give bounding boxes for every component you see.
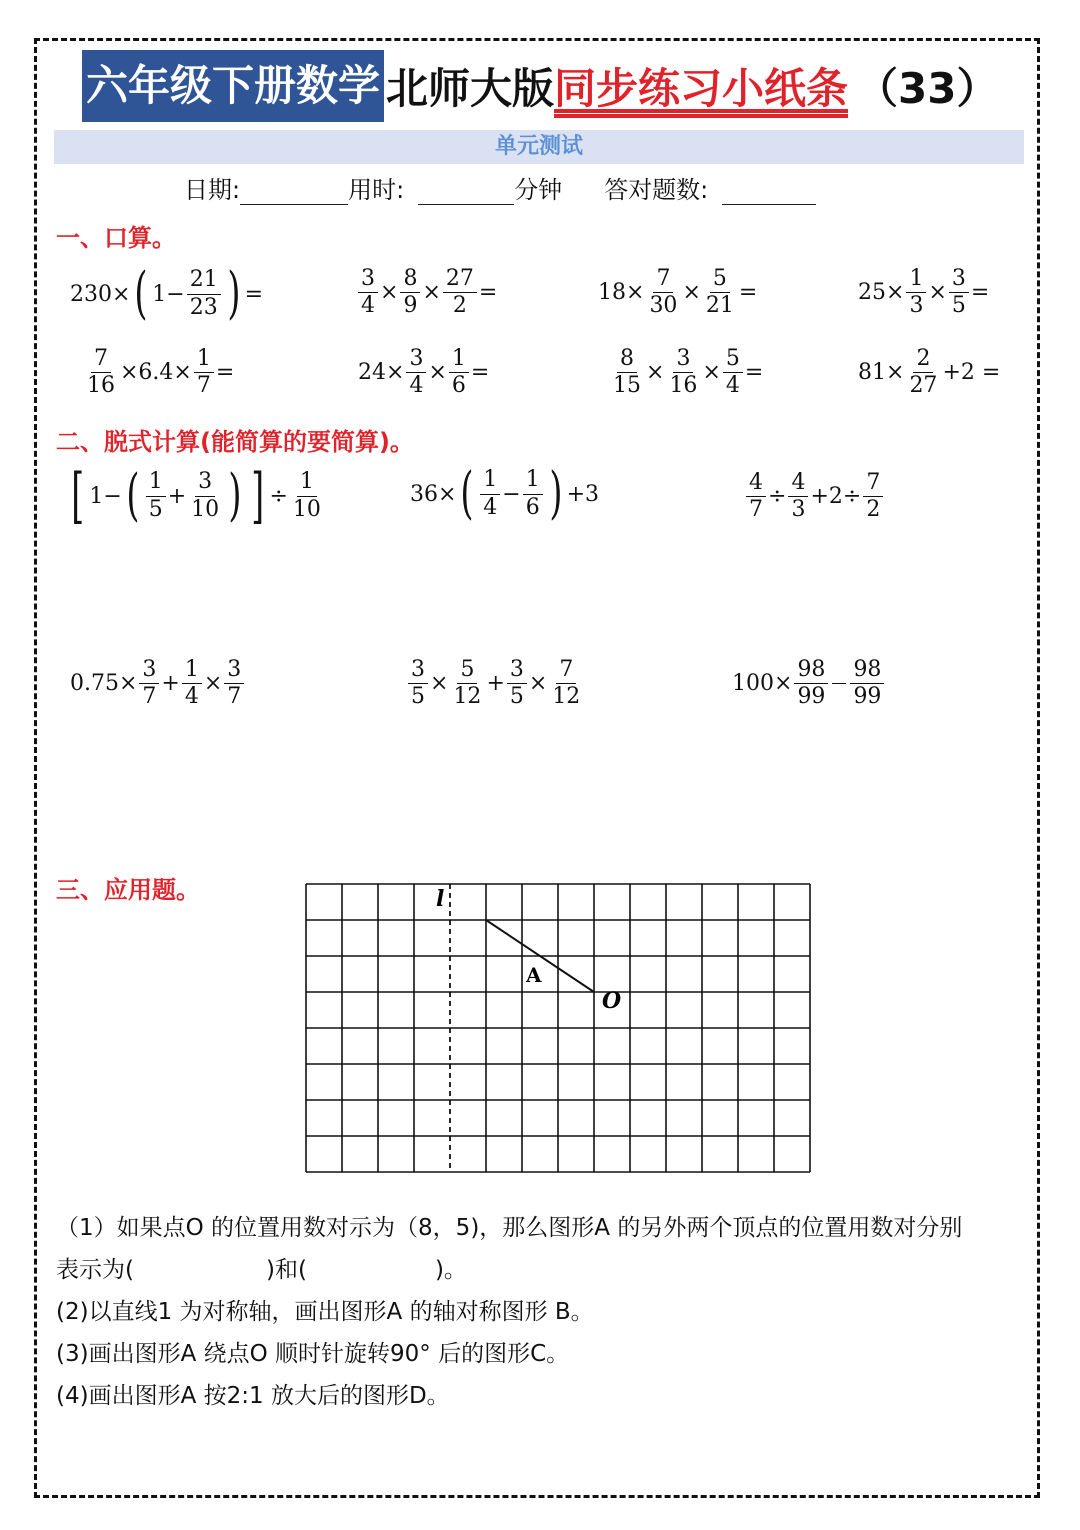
oral-expr-5 [82, 346, 234, 400]
fraction: $\frac{3}{4}$ [358, 266, 378, 320]
fraction: $\frac{3}{4}$ [406, 346, 426, 400]
correct-blank[interactable] [722, 174, 816, 205]
oral-expr-6: 24× $\frac{3}{4}$ × $\frac{1}{6}$ = [358, 346, 490, 399]
fraction: $\frac{3}{16}$ [669, 346, 698, 399]
fraction: $\frac{1}{3}$ [906, 266, 926, 320]
q1-answer-suffix: )。 [434, 1257, 467, 1283]
oral-expr-7: $\frac{8}{15}$ × $\frac{3}{16}$ × $\frac{5}{4}$ = [608, 346, 763, 400]
equals: = [744, 360, 764, 386]
equals: = [470, 360, 490, 386]
calc1-one: 1− [89, 483, 122, 509]
fraction: $\frac{1}{6}$ [523, 467, 543, 521]
fraction: $\frac{21}{23}$ [187, 267, 221, 321]
calc-expr-5: $\frac{3}{5}$ × $\frac{5}{12}$ + $\frac{3}{5}$ × $\frac{7}{12}$ [406, 657, 585, 711]
equals: = [970, 280, 990, 306]
title-series: 同步练习小纸条 [554, 64, 849, 113]
title-number: （33） [856, 64, 999, 113]
calc6-text: 100× [732, 671, 793, 697]
fraction: $\frac{7}{12}$ [552, 657, 581, 710]
fraction: $\frac{4}{3}$ [788, 470, 808, 524]
fraction: $\frac{1}{5}$ [146, 469, 166, 523]
oral-expr-4: 25× $\frac{1}{3}$ × $\frac{3}{5}$ = [858, 266, 990, 319]
oral-expr-2: $\frac{3}{4}$ × $\frac{8}{9}$ × $\frac{27}{2}$ = [356, 266, 497, 320]
fraction: $\frac{3}{5}$ [949, 266, 969, 320]
unit-test-banner: 单元测试 [54, 130, 1024, 164]
q1-answer-prefix: 表示为( [56, 1257, 134, 1283]
calc-expr-1: [ 1− ( $\frac{1}{5}$ + $\frac{3}{10}$ ) ] ÷ $\frac{1}{10}$ [66, 466, 326, 526]
bracket-left: [ [71, 461, 85, 531]
section-2-heading: 二、脱式计算(能简算的要简算)。 [56, 428, 414, 456]
fraction: $\frac{8}{9}$ [400, 266, 420, 320]
time-blank[interactable] [418, 174, 514, 205]
oral4-text: 25× [858, 280, 905, 306]
fraction: $\frac{3}{5}$ [408, 657, 428, 711]
paren-right: ) [228, 463, 242, 528]
fraction: $\frac{5}{4}$ [723, 346, 743, 400]
point-o-label: O [602, 988, 622, 1014]
paren-left: ( [126, 463, 140, 528]
fraction: $\frac{4}{7}$ [746, 470, 766, 524]
equals: = [244, 281, 264, 307]
paren-left: ( [134, 261, 148, 326]
calc-expr-6 [732, 657, 886, 711]
calc-expr-2: 36× ( $\frac{1}{4}$ − $\frac{1}{6}$ ) +3 [410, 461, 600, 526]
fraction: $\frac{3}{7}$ [139, 657, 159, 711]
oral6-text: 24× [358, 360, 405, 386]
paren-right: ) [227, 261, 241, 326]
oral8-text: 81× [858, 360, 905, 386]
title-grade: 六年级下册数学 [82, 50, 384, 122]
calc3-mid: +2÷ [810, 484, 862, 510]
shape-a-label: A [526, 963, 542, 987]
question-3: (3)画出图形A 绕点O 顺时针旋转90° 后的图形C。 [56, 1341, 570, 1367]
question-1-line2 [56, 1256, 467, 1286]
fraction: $\frac{1}{6}$ [449, 346, 469, 400]
oral-expr-1 [70, 261, 264, 326]
equals: = [478, 280, 498, 306]
oral1-one: 1− [152, 281, 185, 307]
grid-figure [300, 878, 816, 1176]
paren-right: ) [549, 461, 563, 526]
calc-expr-4: 0.75× $\frac{3}{7}$ + $\frac{1}{4}$ × $\frac{3}{7}$ [70, 657, 246, 711]
calc4-text: 0.75× [70, 671, 138, 697]
fraction: $\frac{3}{5}$ [507, 657, 527, 711]
time-label: 用时: [348, 176, 405, 204]
date-blank[interactable] [240, 174, 348, 205]
fraction: $\frac{1}{4}$ [480, 467, 500, 521]
fraction: $\frac{2}{27}$ [909, 346, 938, 399]
fraction: $\frac{7}{2}$ [863, 470, 883, 524]
fraction: $\frac{1}{4}$ [182, 657, 202, 711]
section-3-heading: 三、应用题。 [56, 876, 200, 904]
question-1-line1: （1）如果点O 的位置用数对示为（8，5)，那么图形A 的另外两个顶点的位置用数对分别 [56, 1215, 963, 1241]
calc2-tail: +3 [566, 481, 600, 507]
equals: = [215, 360, 235, 386]
date-label: 日期: [184, 176, 241, 204]
bracket-right: ] [251, 461, 265, 531]
calc2-text: 36× [410, 481, 457, 507]
line-l-label: l [436, 886, 445, 912]
section-1-heading: 一、口算。 [56, 224, 176, 252]
oral1-text: 230× [70, 281, 131, 307]
fraction: $\frac{7}{30}$ [649, 266, 678, 319]
oral-expr-3: 18× $\frac{7}{30}$ × $\frac{5}{21}$ = [598, 266, 758, 319]
oral3-text: 18× [598, 280, 645, 306]
calc-expr-3: $\frac{4}{7}$ ÷ $\frac{4}{3}$ +2÷ $\frac{7}{2}$ [744, 470, 885, 524]
fraction: $\frac{8}{15}$ [613, 346, 641, 399]
fraction: $\frac{27}{2}$ [443, 266, 477, 320]
grid-lines [306, 884, 810, 1172]
calc1-div: ÷ [269, 483, 288, 509]
fraction: $\frac{98}{99}$ [850, 657, 884, 711]
page-title [82, 50, 999, 122]
fraction: $\frac{5}{21}$ [705, 266, 734, 319]
question-2: (2)以直线1 为对称轴，画出图形A 的轴对称图形 B。 [56, 1299, 594, 1325]
oral-expr-8 [858, 346, 1000, 400]
question-4: (4)画出图形A 按2:1 放大后的图形D。 [56, 1383, 450, 1409]
oral5-mid: ×6.4× [120, 360, 192, 386]
fraction: $\frac{5}{12}$ [453, 657, 482, 710]
meta-row [184, 170, 816, 205]
fraction: $\frac{7}{16}$ [87, 346, 115, 399]
correct-label: 答对题数: [604, 176, 709, 204]
fraction: $\frac{3}{10}$ [191, 469, 220, 522]
q1-answer-mid: )和( [265, 1257, 307, 1283]
fraction: $\frac{1}{10}$ [292, 469, 321, 522]
fraction: $\frac{1}{7}$ [194, 346, 214, 400]
title-edition: 北师大版 [386, 64, 555, 113]
equals: = [738, 280, 758, 306]
minute-label: 分钟 [514, 176, 563, 204]
oral8-tail: +2 = [942, 360, 1001, 386]
paren-left: ( [460, 461, 474, 526]
fraction: $\frac{3}{7}$ [224, 657, 244, 711]
fraction: $\frac{98}{99}$ [794, 657, 828, 711]
